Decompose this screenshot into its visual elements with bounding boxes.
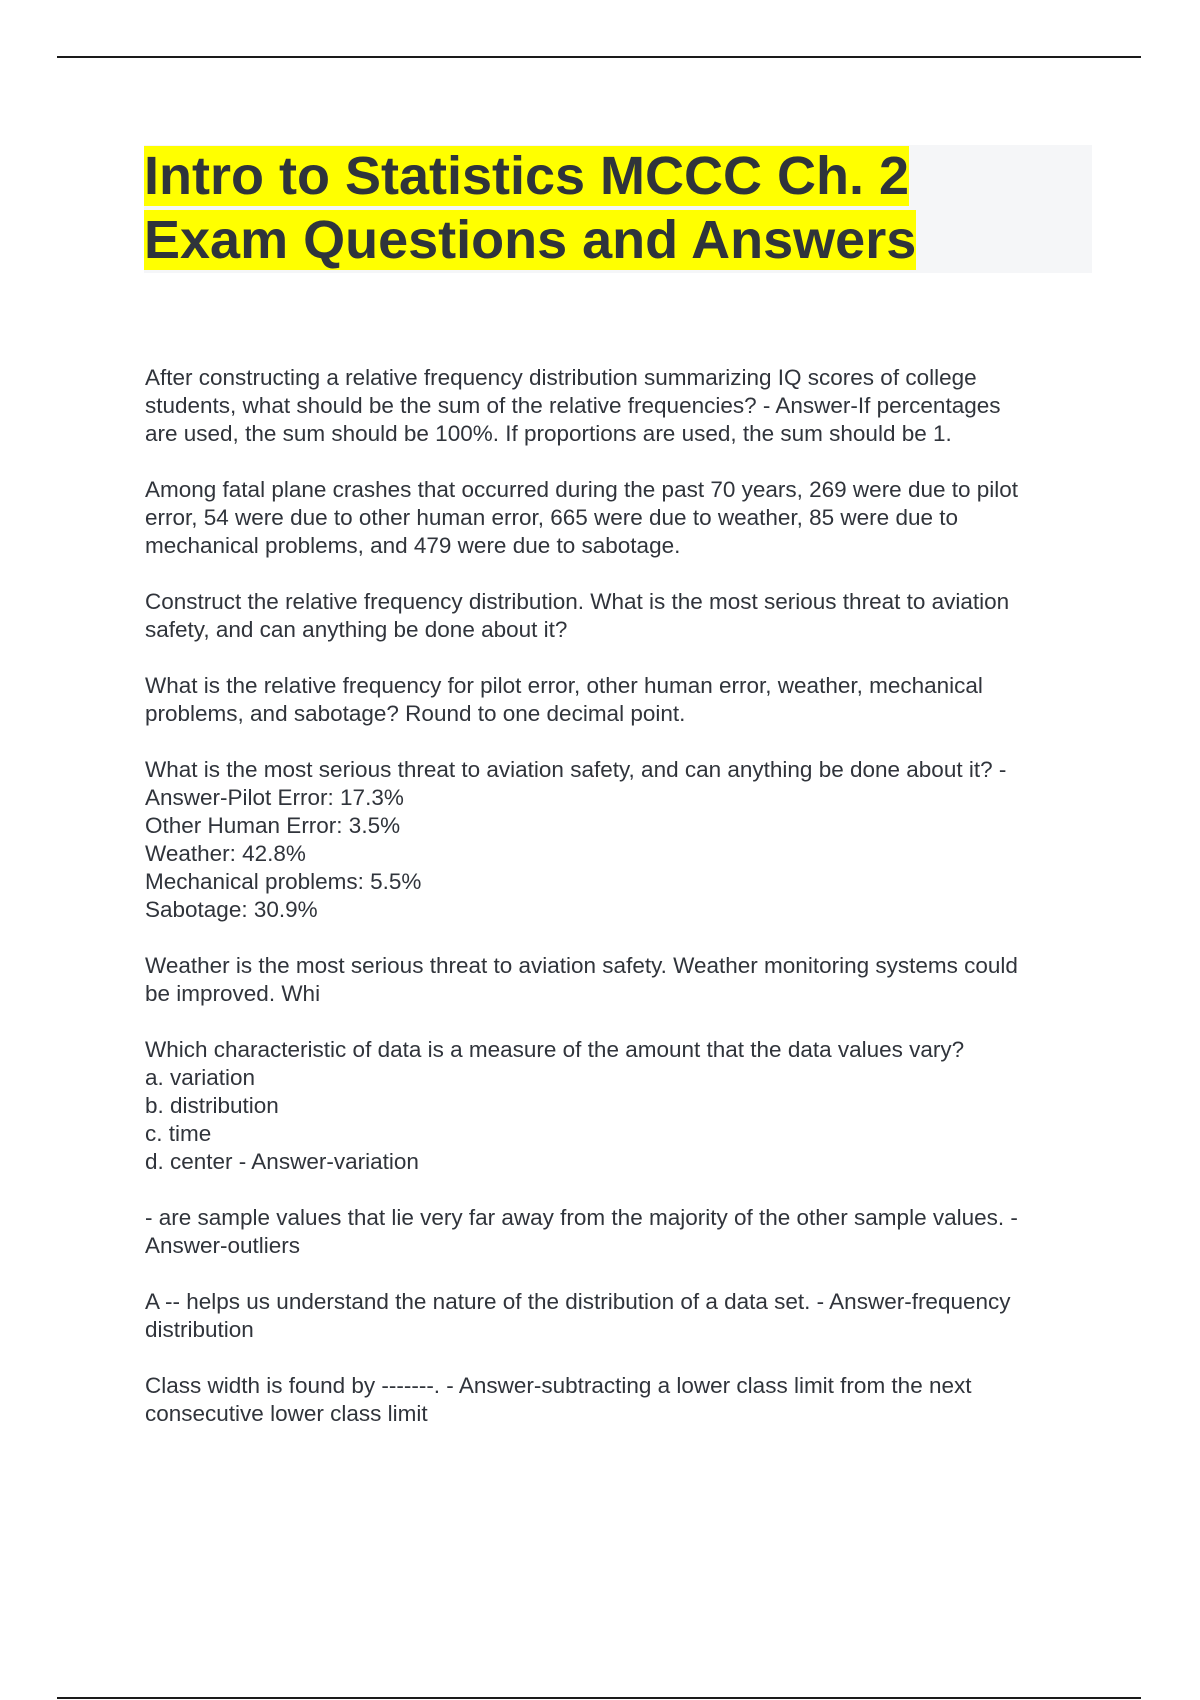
paragraph-line: Class width is found by -------. - Answer-subtracting a lower class limit from the next — [145, 1373, 972, 1398]
paragraph-line: After constructing a relative frequency distribution summarizing IQ scores of college — [145, 365, 977, 390]
paragraph-line: Construct the relative frequency distribution. What is the most serious threat to aviation — [145, 589, 1010, 614]
title-line-1: Intro to Statistics MCCC Ch. 2 — [144, 146, 910, 206]
paragraph-line: Answer-outliers — [145, 1233, 301, 1258]
title-line-2: Exam Questions and Answers — [144, 210, 917, 270]
qa-paragraph — [145, 1372, 1105, 1428]
paragraph-line: safety, and can anything be done about it? — [145, 617, 568, 642]
paragraph-line: error, 54 were due to other human error, 665 were due to weather, 85 were due to — [145, 505, 958, 530]
qa-paragraph — [145, 672, 1105, 728]
paragraph-line: be improved. Whi — [145, 981, 321, 1006]
paragraph-line: Among fatal plane crashes that occurred during the past 70 years, 269 were due to pilot — [145, 477, 1019, 502]
paragraph-line: Mechanical problems: 5.5% — [145, 869, 422, 894]
paragraph-line: Answer-Pilot Error: 17.3% — [145, 785, 404, 810]
paragraph-line: a. variation — [145, 1065, 256, 1090]
qa-paragraph — [145, 952, 1105, 1008]
paragraph-line: distribution — [145, 1317, 254, 1342]
top-rule — [57, 56, 1141, 58]
paragraph-line: Other Human Error: 3.5% — [145, 813, 401, 838]
paragraph-line: Which characteristic of data is a measure of the amount that the data values vary? — [145, 1037, 965, 1062]
qa-paragraph — [145, 756, 1105, 924]
paragraph-line: d. center - Answer-variation — [145, 1149, 419, 1174]
document-title — [144, 144, 1084, 272]
qa-paragraph — [145, 1204, 1105, 1260]
paragraph-line: Weather: 42.8% — [145, 841, 306, 866]
paragraph-line: are used, the sum should be 100%. If proportions are used, the sum should be 1. — [145, 421, 952, 446]
paragraph-line: problems, and sabotage? Round to one decimal point. — [145, 701, 686, 726]
paragraph-line: What is the relative frequency for pilot error, other human error, weather, mechanical — [145, 673, 983, 698]
paragraph-line: c. time — [145, 1121, 212, 1146]
paragraph-line: A -- helps us understand the nature of the distribution of a data set. - Answer-frequency — [145, 1289, 1011, 1314]
paragraph-line: students, what should be the sum of the relative frequencies? - Answer-If percentages — [145, 393, 1001, 418]
qa-paragraph — [145, 588, 1105, 644]
paragraph-line: - are sample values that lie very far away from the majority of the other sample values. - — [145, 1205, 1018, 1230]
qa-paragraph — [145, 364, 1105, 448]
qa-paragraph — [145, 476, 1105, 560]
qa-paragraph — [145, 1036, 1105, 1176]
paragraph-line: Sabotage: 30.9% — [145, 897, 318, 922]
bottom-rule — [57, 1697, 1141, 1699]
paragraph-line: What is the most serious threat to aviation safety, and can anything be done about it? - — [145, 757, 1007, 782]
paragraph-line: consecutive lower class limit — [145, 1401, 428, 1426]
qa-paragraph — [145, 1288, 1105, 1344]
paragraph-line: mechanical problems, and 479 were due to sabotage. — [145, 533, 681, 558]
paragraph-line: Weather is the most serious threat to aviation safety. Weather monitoring systems could — [145, 953, 1018, 978]
document-body — [145, 364, 1105, 1456]
paragraph-line: b. distribution — [145, 1093, 279, 1118]
